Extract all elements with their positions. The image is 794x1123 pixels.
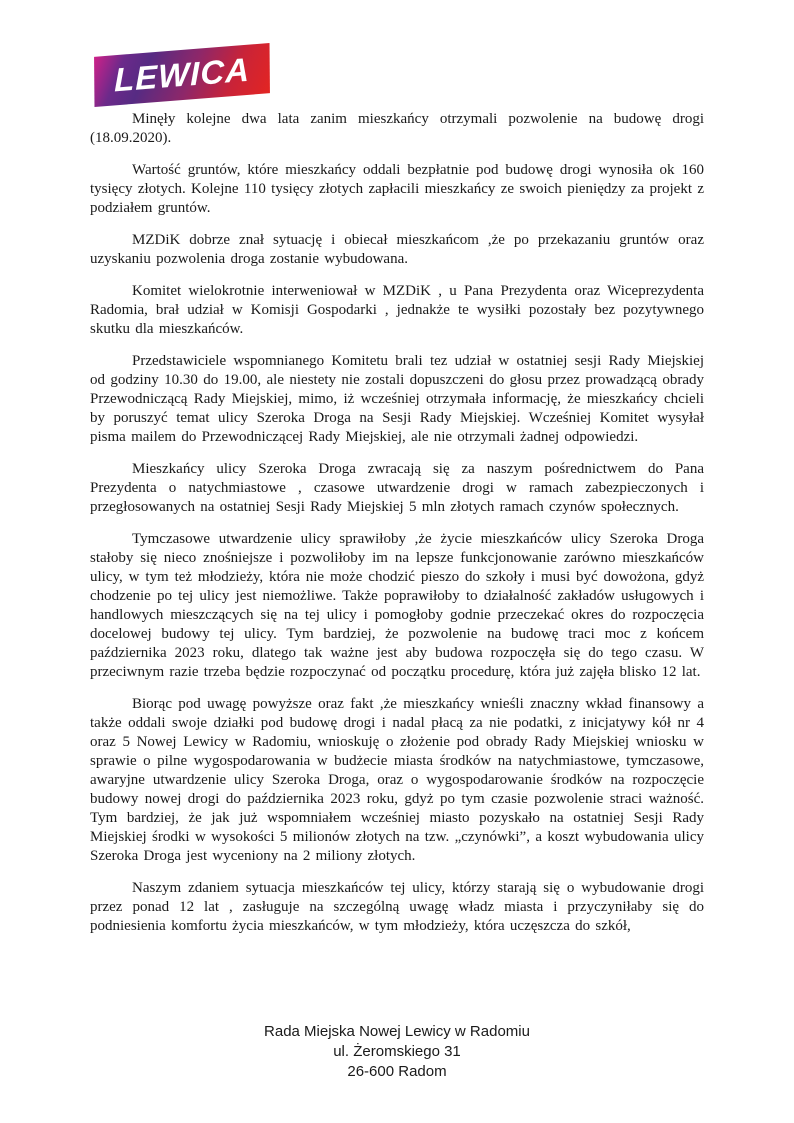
footer-street: ul. Żeromskiego 31 bbox=[333, 1043, 461, 1060]
footer-city: 26-600 Radom bbox=[347, 1063, 447, 1080]
footer-organization: Rada Miejska Nowej Lewicy w Radomiu bbox=[264, 1023, 530, 1040]
paragraph: Tymczasowe utwardzenie ulicy sprawiłoby ,że życie mieszkańców ulicy Szeroka Droga stałoby się nieco znośniejsze i pozwoliłoby im na lepsze funkcjonowanie zarówno mieszkańców ulicy, w tym też młodzieży, która nie może chodzić pieszo do szkoły i musi być dowożona, gdyż chodzenie po tej ulicy jest niemożliwe. Także poprawiłoby to działalność zakładów usługowych i handlowych mieszczących się na tej ulicy i pomogłoby godnie przeczekać okres do rozpoczęcia docelowej budowy tej ulicy. Tym bardziej, że pozwolenie na budowę traci moc z końcem października 2023 roku, dlatego tak ważne jest aby budowa rozpoczęła się do tego czasu. W przeciwnym razie trzeba będzie rozpoczynać od początku procedurę, która już zajęła blisko 12 lat. bbox=[90, 531, 704, 680]
paragraph: Naszym zdaniem sytuacja mieszkańców tej ulicy, którzy starają się o wybudowanie drogi przez ponad 12 lat , zasługuje na szczególną uwagę władz miasta i przyczyniłaby się do podniesienia komfortu życia mieszkańców, w tym młodzieży, która uczęszcza do szkół, bbox=[90, 880, 704, 934]
document-body bbox=[90, 110, 704, 949]
lewica-logo-text: LEWICA bbox=[113, 50, 251, 98]
lewica-logo-banner bbox=[94, 43, 270, 107]
paragraph: Mieszkańcy ulicy Szeroka Droga zwracają się za naszym pośrednictwem do Pana Prezydenta o natychmiastowe , czasowe utwardzenie drogi w ramach zabezpieczonych i przegłosowanych na ostatniej Sesji Rady Miejskiej 5 mln złotych ramach czynów społecznych. bbox=[90, 461, 704, 515]
lewica-logo bbox=[94, 46, 272, 104]
paragraph: Wartość gruntów, które mieszkańcy oddali bezpłatnie pod budowę drogi wynosiła ok 160 tysięcy złotych. Kolejne 110 tysięcy złotych zapłacili mieszkańcy ze swoich pieniędzy za projekt z podziałem gruntów. bbox=[90, 162, 704, 216]
paragraph: Biorąc pod uwagę powyższe oraz fakt ,że mieszkańcy wnieśli znaczny wkład finansowy a także oddali swoje działki pod budowę drogi i nadal płacą za nie podatki, z inicjatywy kół nr 4 oraz 5 Nowej Lewicy w Radomiu, wnioskuję o złożenie pod obrady Rady Miejskiej wniosku w sprawie o pilne wygospodarowania w budżecie miasta środków na natychmiastowe, tymczasowe, awaryjne utwardzenie ulicy Szeroka Droga, oraz o wygospodarowanie środków na rozpoczęcie budowy nowej drogi do października 2023 roku, gdyż po tym czasie pozwolenie straci ważność. Tym bardziej, że jak już wspomniałem wcześniej miasto pozyskało na ostatniej Sesji Rady Miejskiej środki w wysokości 5 milionów złotych na tzw. „czynówki”, a koszt wybudowania ulicy Szeroka Droga jest wyceniony na 2 miliony złotych. bbox=[90, 696, 704, 864]
paragraph: Przedstawiciele wspomnianego Komitetu brali tez udział w ostatniej sesji Rady Miejskiej od godziny 10.30 do 19.00, ale niestety nie zostali dopuszczeni do głosu przez prowadzącą obrady Przewodniczącą Rady Miejskiej, mimo, iż wcześniej otrzymała informację, że mieszkańcy chcieli by poruszyć temat ulicy Szeroka Droga na Sesji Rady Miejskiej. Wcześniej Komitet wysyłał pisma mailem do Przewodniczącej Rady Miejskiej, ale nie otrzymali żadnej odpowiedzi. bbox=[90, 353, 704, 445]
paragraph: Minęły kolejne dwa lata zanim mieszkańcy otrzymali pozwolenie na budowę drogi (18.09.2020). bbox=[90, 111, 704, 146]
paragraph: MZDiK dobrze znał sytuację i obiecał mieszkańcom ,że po przekazaniu gruntów oraz uzyskaniu pozwolenia droga zostanie wybudowana. bbox=[90, 232, 704, 267]
paragraph: Komitet wielokrotnie interweniował w MZDiK , u Pana Prezydenta oraz Wiceprezydenta Radomia, brał udział w Komisji Gospodarki , jednakże te wysiłki pozostały bez pozytywnego skutku dla mieszkańców. bbox=[90, 283, 704, 337]
footer bbox=[0, 1022, 794, 1082]
